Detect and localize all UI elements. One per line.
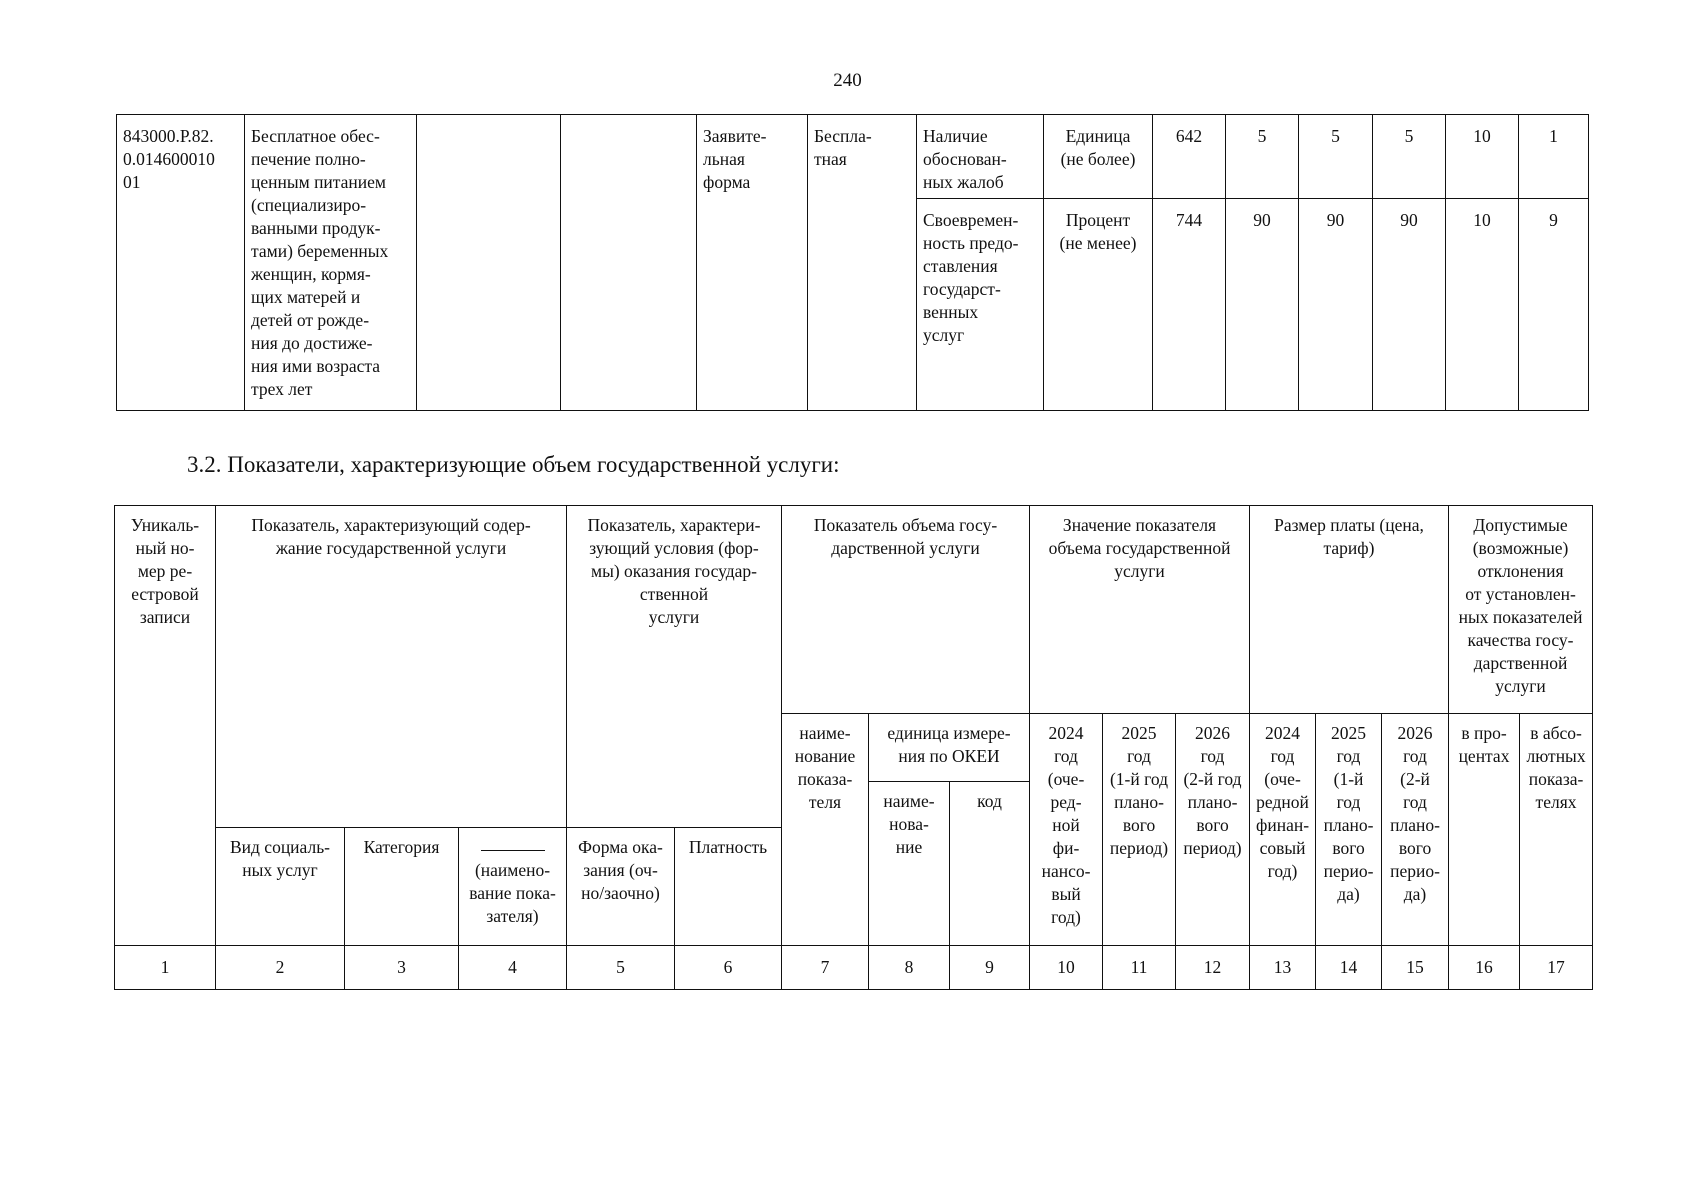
text-line: год) <box>1051 907 1081 927</box>
text-line: дарственной <box>1473 653 1568 673</box>
column-number: 13 <box>1273 957 1292 977</box>
text-line: зующий условия (фор- <box>589 538 759 558</box>
column-number-cell <box>1382 946 1449 990</box>
text-line: редной <box>1256 792 1309 812</box>
column-number-cell <box>950 946 1030 990</box>
text-line: государст- <box>923 279 1001 299</box>
column-number: 15 <box>1406 957 1424 977</box>
text-line: Значение показателя <box>1062 515 1217 535</box>
column-number: 4 <box>508 957 517 977</box>
indicator-code: 744 <box>1175 210 1203 230</box>
text-line: тариф) <box>1323 538 1375 558</box>
text-line: перио- <box>1390 861 1440 881</box>
text-line: от установлен- <box>1465 584 1576 604</box>
text-line: венных <box>923 302 979 322</box>
text-line: ред- <box>1050 792 1082 812</box>
text-line: год <box>1127 746 1151 766</box>
text-line: Показатель, характеризующий содер- <box>251 515 531 535</box>
text-line: ния по ОКЕИ <box>898 746 1000 766</box>
value-2026: 90 <box>1400 210 1418 230</box>
column-number-cell <box>869 946 950 990</box>
text-line: показа- <box>1528 769 1584 789</box>
text-line: 2026 <box>1397 723 1433 743</box>
text-line: 2024 <box>1265 723 1301 743</box>
text-line: (2-й <box>1400 769 1430 789</box>
text-line: зания (оч- <box>583 860 658 880</box>
registry-number <box>117 115 244 198</box>
column-number: 1 <box>160 957 170 977</box>
text-line: трех лет <box>251 379 313 399</box>
column-number: 2 <box>275 957 285 977</box>
text-line: естровой <box>131 584 199 604</box>
text-line: центах <box>1458 746 1510 766</box>
text-line: 01 <box>123 172 141 192</box>
text-line: да) <box>1403 884 1427 904</box>
header-fee-2025 <box>1316 714 1381 910</box>
column-number-cell <box>1176 946 1250 990</box>
header-okei-unit <box>869 714 1029 772</box>
text-line: (не более) <box>1060 149 1136 169</box>
text-line: женщин, кормя- <box>251 264 371 284</box>
text-line: ный но- <box>135 538 195 558</box>
indicator-name <box>917 199 1043 351</box>
text-line: в абсо- <box>1530 723 1582 743</box>
text-line: 2024 <box>1048 723 1084 743</box>
text-line: тная <box>814 149 847 169</box>
text-line: тами) беременных <box>251 241 389 261</box>
text-line: отклонения <box>1477 561 1564 581</box>
quality-indicators-table <box>116 114 1589 411</box>
indicator-unit-cell <box>1044 199 1153 411</box>
text-line: мы) оказания государ- <box>591 561 758 581</box>
text-line: 2025 <box>1331 723 1367 743</box>
text-line: Допустимые <box>1473 515 1568 535</box>
service-content-cell <box>245 115 417 411</box>
header-okei-name <box>869 782 949 863</box>
column-number-cell <box>782 946 869 990</box>
column-number-cell <box>345 946 459 990</box>
header-fee-2026 <box>1382 714 1448 910</box>
text-line: (наимено- <box>474 860 551 880</box>
text-line: ние <box>895 837 923 857</box>
text-line: но/заочно) <box>581 883 660 903</box>
h-registry-cell <box>115 506 216 946</box>
text-line: вого <box>1122 815 1156 835</box>
text-line: период) <box>1109 838 1169 858</box>
text-line: (не менее) <box>1059 233 1137 253</box>
indicator-name-cell <box>917 199 1044 411</box>
column-number-cell <box>567 946 675 990</box>
text-line: (возможные) <box>1472 538 1569 558</box>
header-delivery-form <box>567 828 674 909</box>
text-line: нова- <box>889 814 929 834</box>
column-number: 3 <box>397 957 406 977</box>
text-line: год <box>1270 746 1295 766</box>
indicator-unit-cell <box>1044 115 1153 199</box>
column-number: 6 <box>723 957 733 977</box>
header-category: Категория <box>363 837 440 857</box>
text-line: ванными продук- <box>251 218 381 238</box>
text-line: записи <box>139 607 191 627</box>
text-line: год <box>1200 746 1225 766</box>
header-blank-indicator-label <box>462 859 563 928</box>
text-line: совый <box>1259 838 1306 858</box>
indicator-code: 642 <box>1175 126 1203 146</box>
text-line: вание пока- <box>469 883 556 903</box>
quality-row-1 <box>117 115 1589 199</box>
column-number-cell <box>216 946 345 990</box>
header-deviation <box>1449 506 1592 702</box>
text-line: показа- <box>797 769 853 789</box>
text-line: услуги <box>648 607 700 627</box>
column-number-cell <box>1250 946 1316 990</box>
value-2026: 5 <box>1404 126 1414 146</box>
indicator-unit <box>1044 199 1152 259</box>
page-number: 240 <box>833 70 862 91</box>
column-number-cell <box>459 946 567 990</box>
form-cell <box>697 115 808 411</box>
text-line: в про- <box>1461 723 1507 743</box>
text-line: 2026 <box>1195 723 1231 743</box>
h-deviation-cell <box>1449 506 1593 714</box>
text-line: год <box>1403 792 1427 812</box>
text-line: да) <box>1337 884 1360 904</box>
value-2024: 90 <box>1253 210 1271 230</box>
text-line: Размер платы (цена, <box>1274 515 1424 535</box>
empty-cell <box>417 115 561 411</box>
text-line: ния ими возраста <box>251 356 381 376</box>
text-line: единица измере- <box>887 723 1011 743</box>
text-line: щих матерей и <box>251 287 361 307</box>
text-line: ния до достиже- <box>251 333 373 353</box>
text-line: обоснован- <box>923 149 1007 169</box>
text-line: телях <box>1535 792 1577 812</box>
text-line: 2025 <box>1121 723 1157 743</box>
column-number: 12 <box>1203 957 1222 977</box>
service-content <box>245 115 416 405</box>
text-line: ность предо- <box>923 233 1019 253</box>
text-line: услуги <box>1495 676 1546 696</box>
value-2024: 5 <box>1257 126 1267 146</box>
header-registry-number <box>115 506 215 633</box>
column-number-cell <box>675 946 782 990</box>
text-line: лютных <box>1526 746 1586 766</box>
text-line: 843000.Р.82. <box>123 126 214 146</box>
text-line: объема государственной <box>1048 538 1231 558</box>
header-okei-code: код <box>977 791 1002 811</box>
text-line: вого <box>1398 838 1432 858</box>
h-content-cell <box>216 506 567 782</box>
text-line: Своевремен- <box>923 210 1019 230</box>
header-value-2026 <box>1176 714 1249 864</box>
text-line: Уникаль- <box>130 515 200 535</box>
text-line: период) <box>1183 838 1242 858</box>
text-line: плано- <box>1187 792 1238 812</box>
column-number: 17 <box>1547 957 1565 977</box>
service-form <box>697 115 807 198</box>
header-indicator-name <box>782 714 868 818</box>
header-service-content <box>216 506 566 564</box>
text-line: нование <box>794 746 856 766</box>
value-2025: 5 <box>1331 126 1340 146</box>
column-number: 5 <box>616 957 625 977</box>
text-line: Наличие <box>923 126 988 146</box>
text-line: плано- <box>1390 815 1440 835</box>
h-volume-cell <box>782 506 1030 714</box>
header-payment: Платность <box>688 837 768 857</box>
text-line: Процент <box>1065 210 1131 230</box>
deviation-percent: 10 <box>1473 210 1491 230</box>
text-line: услуг <box>923 325 965 345</box>
header-deviation-absolute <box>1520 714 1592 818</box>
column-number: 16 <box>1475 957 1493 977</box>
text-line: год <box>1054 746 1078 766</box>
h-conditions-cell <box>567 506 782 782</box>
text-line: ственной <box>639 584 709 604</box>
text-line: ной <box>1052 815 1080 835</box>
text-line: наиме- <box>799 723 851 743</box>
text-line: (оче- <box>1047 769 1085 789</box>
header-value-2024 <box>1030 714 1102 933</box>
h-ind-name-cell <box>782 714 869 946</box>
header-service-conditions <box>567 506 781 633</box>
text-line: дарственной услуги <box>831 538 980 558</box>
text-line: Бесплатное обес- <box>251 126 380 146</box>
header-deviation-percent <box>1449 714 1519 772</box>
text-line: плано- <box>1323 815 1374 835</box>
text-line: услуги <box>1114 561 1165 581</box>
text-line: форма <box>703 172 751 192</box>
text-line: Единица <box>1065 126 1131 146</box>
text-line: наиме- <box>883 791 935 811</box>
header-fee-2024 <box>1250 714 1315 887</box>
column-number: 9 <box>985 957 994 977</box>
text-line: (1-й год <box>1109 769 1169 789</box>
text-line: вого <box>1332 838 1365 858</box>
text-line: финан- <box>1256 815 1310 835</box>
header-volume-indicator <box>782 506 1029 564</box>
text-line: (2-й год <box>1183 769 1242 789</box>
text-line: теля <box>808 792 842 812</box>
column-number-cell <box>115 946 216 990</box>
text-line: Заявите- <box>703 126 767 146</box>
text-line: льная <box>703 149 745 169</box>
text-line: (1-й <box>1333 769 1364 789</box>
h-fee-cell <box>1250 506 1449 714</box>
column-number-cell <box>1449 946 1520 990</box>
blank-underline <box>481 838 545 851</box>
indicator-name-cell <box>917 115 1044 199</box>
text-line: жание государственной услуги <box>275 538 507 558</box>
text-line: детей от рожде- <box>251 310 370 330</box>
text-line: ных показателей <box>1458 607 1583 627</box>
h-conditions-spacer <box>567 782 782 828</box>
column-number: 14 <box>1339 957 1358 977</box>
text-line: ных услуг <box>242 860 318 880</box>
h-value-cell <box>1030 506 1250 714</box>
value-2025: 90 <box>1326 210 1345 230</box>
text-line: фи- <box>1052 838 1080 858</box>
text-line: нансо- <box>1041 861 1091 881</box>
header-fee <box>1250 506 1448 564</box>
empty-cell <box>561 115 697 411</box>
deviation-absolute: 9 <box>1549 210 1558 230</box>
volume-indicators-table <box>114 505 1593 990</box>
text-line: вого <box>1196 815 1229 835</box>
deviation-percent: 10 <box>1473 126 1491 146</box>
text-line: качества госу- <box>1467 630 1574 650</box>
text-line: Показатель объема госу- <box>813 515 998 535</box>
header-row-1 <box>115 506 1593 714</box>
text-line: ценным питанием <box>251 172 387 192</box>
text-line: вый <box>1051 884 1081 904</box>
text-line: зателя) <box>486 906 539 926</box>
header-value-2025 <box>1103 714 1175 864</box>
text-line: год <box>1336 792 1361 812</box>
column-number: 7 <box>820 957 830 977</box>
service-payment <box>808 115 916 175</box>
column-number: 10 <box>1057 957 1075 977</box>
column-number: 8 <box>904 957 914 977</box>
text-line: мер ре- <box>137 561 193 581</box>
text-line: Вид социаль- <box>229 837 331 857</box>
text-line: ставления <box>923 256 998 276</box>
text-line: 0.014600010 <box>123 149 215 169</box>
deviation-absolute: 1 <box>1549 126 1558 146</box>
text-line: (специализиро- <box>251 195 367 215</box>
h-content-spacer <box>216 782 567 828</box>
h-okei-cell <box>869 714 1030 782</box>
header-blank-indicator <box>459 828 566 932</box>
payment-cell <box>808 115 917 411</box>
text-line: год) <box>1267 861 1298 881</box>
column-number-row <box>115 946 1593 990</box>
text-line: печение полно- <box>251 149 366 169</box>
header-social-services <box>216 828 344 886</box>
text-line: плано- <box>1114 792 1164 812</box>
text-line: ных жалоб <box>923 172 1004 192</box>
text-line: перио- <box>1323 861 1374 881</box>
indicator-unit <box>1044 115 1152 175</box>
column-number-cell <box>1103 946 1176 990</box>
section-title: 3.2. Показатели, характеризующие объем государственной услуги: <box>187 452 840 477</box>
text-line: Форма ока- <box>578 837 663 857</box>
column-number-cell <box>1030 946 1103 990</box>
text-line: год <box>1403 746 1427 766</box>
column-number-cell <box>1520 946 1593 990</box>
text-line: Показатель, характери- <box>587 515 761 535</box>
registry-number-cell <box>117 115 245 411</box>
indicator-name <box>917 115 1043 198</box>
text-line: (оче- <box>1264 769 1301 789</box>
header-indicator-value <box>1030 506 1249 587</box>
column-number-cell <box>1316 946 1382 990</box>
text-line: год <box>1336 746 1361 766</box>
text-line: Беспла- <box>814 126 872 146</box>
column-number: 11 <box>1130 957 1148 977</box>
